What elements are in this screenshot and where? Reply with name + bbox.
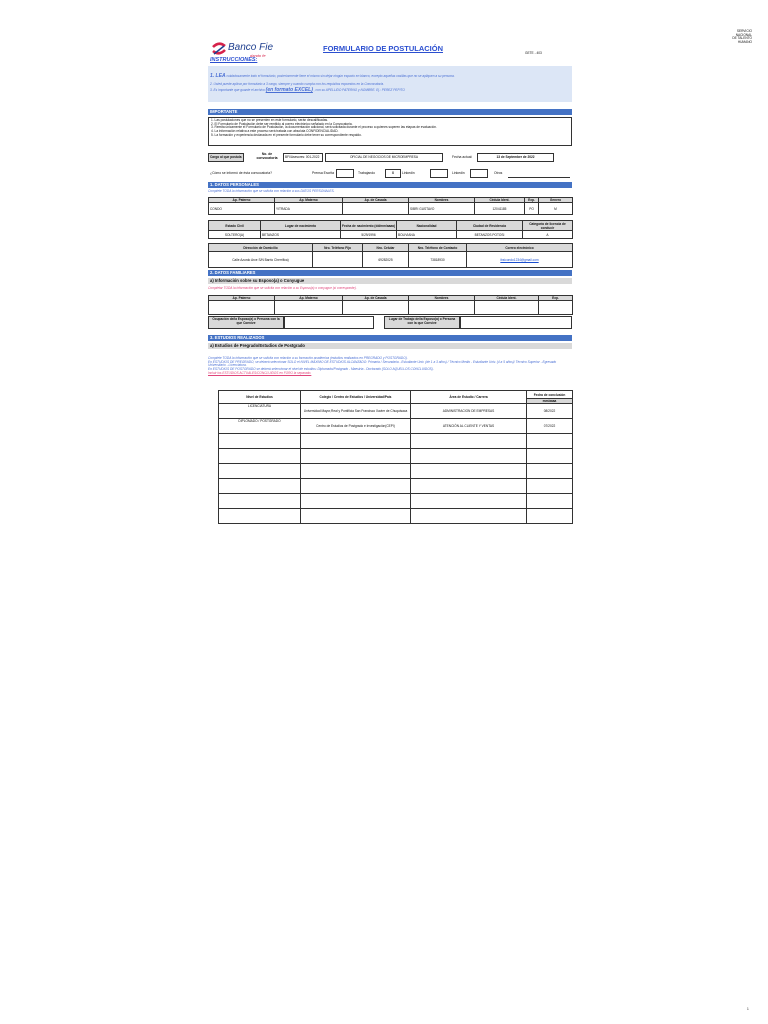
fecha-cell[interactable] bbox=[527, 509, 573, 524]
convocatoria-input[interactable]: BFI/Asesores: 001-2022 bbox=[283, 153, 323, 162]
instructions-format: (en formato EXCEL) bbox=[265, 87, 313, 93]
section-1-note: Complete TODA la información que se solicita con relación a sus DATOS PERSONALES. bbox=[208, 189, 335, 193]
otros-label: Otros bbox=[494, 171, 503, 175]
col-header: Nivel de Estudios bbox=[219, 391, 301, 404]
col-header: Fecha de conclusión bbox=[527, 391, 573, 399]
ci-cell[interactable]: 12041185 bbox=[475, 203, 525, 215]
section-2-sub: a) Información sobre su Esposo(a) o Conyugue bbox=[208, 278, 572, 284]
otros-input[interactable] bbox=[508, 177, 570, 178]
section-1-bar: 1. DATOS PERSONALES bbox=[208, 182, 572, 188]
centro-cell[interactable] bbox=[301, 479, 411, 494]
col-header: Fecha de nacimiento (dd/mm/aaaa) bbox=[341, 221, 397, 231]
col-header: Colegio / Centro de Estudios / Universidad/País bbox=[301, 391, 411, 404]
referral-label: ¿Cómo se informó de ésta convocatoria? bbox=[210, 171, 273, 175]
linkedin-checkbox[interactable] bbox=[430, 169, 448, 178]
instructions-panel bbox=[208, 66, 572, 102]
area-cell[interactable] bbox=[411, 464, 527, 479]
col-header: Nombres bbox=[409, 296, 475, 301]
important-box bbox=[208, 117, 572, 146]
personal-table-2 bbox=[208, 220, 573, 239]
note-line: En ESTUDIOS DE PREGRADO, se deberá seleccionar SOLO el NIVEL MÁXIMO DE ESTUDIOS ALCANZADO: Primaria / Secundaria - Estudiante Univ. (de 1 a 3 años) / Técnico Medio - Estudiante Univ. (4 a 5 años)/ Técnico Superior - Egresado Universitario - Licenciatura. bbox=[208, 359, 557, 368]
col-header: Ap. de Casada bbox=[343, 198, 409, 203]
centro-cell[interactable] bbox=[301, 449, 411, 464]
lugar-trabajo-input[interactable] bbox=[460, 316, 572, 329]
spouse-cell[interactable] bbox=[409, 301, 475, 315]
col-header: Área de Estudio / Carrera bbox=[411, 391, 527, 404]
col-header: Ap. de Casada bbox=[343, 296, 409, 301]
nivel-cell[interactable] bbox=[219, 479, 301, 494]
col-header: Genero bbox=[539, 198, 573, 203]
section-3-bar: 3. ESTUDIOS REALIZADOS bbox=[208, 335, 572, 341]
spouse-cell[interactable] bbox=[539, 301, 573, 315]
nombres-cell[interactable]: SIBRI GUSTAVO bbox=[409, 203, 475, 215]
col-header: Nacionalidad bbox=[397, 221, 457, 231]
important-item: 2. El Formulario de Postulación debe ser remitido al correo electrónico señalado en la Convocatoria. bbox=[211, 121, 353, 126]
instructions-line-2: 2. Usted puede aplicar por formulario a 3 cargo, siempre y cuando cumpla con los requisitos expuestos en la Convocatoria. bbox=[210, 82, 384, 86]
fecha-nacimiento-cell[interactable]: 5/29/1996 bbox=[341, 231, 397, 239]
nivel-cell[interactable] bbox=[219, 509, 301, 524]
cargo-label: Cargo al que postula bbox=[208, 153, 244, 162]
fecha-input[interactable]: 13 de September de 2022 bbox=[477, 153, 554, 162]
nivel-cell[interactable] bbox=[219, 464, 301, 479]
fecha-cell[interactable] bbox=[527, 479, 573, 494]
spouse-cell[interactable] bbox=[343, 301, 409, 315]
ap-paterno-cell[interactable]: CONDO bbox=[209, 203, 275, 215]
celular-cell[interactable]: 69282025 bbox=[363, 252, 409, 268]
centro-cell[interactable]: Centro de Estudios de Postgrado e Investigación(CEPI) bbox=[301, 419, 411, 434]
nivel-cell[interactable]: DIPLOMADO / POSTGRADO bbox=[219, 419, 301, 434]
corner-line-2: DE TALENTO HUMANO bbox=[732, 36, 752, 45]
instructions-heading: INSTRUCCIONES: bbox=[210, 57, 258, 63]
prensa-checkbox[interactable] bbox=[336, 169, 354, 178]
telefono-contacto-cell[interactable]: 73818930 bbox=[409, 252, 467, 268]
col-header: Categoría de licencia de conducir bbox=[523, 221, 573, 231]
instructions-line-3c: , con su APELLIDO PATERNO y NOMBRE. Ej.: PEREZ PEPITO bbox=[313, 88, 405, 92]
centro-cell[interactable]: Universidad Mayor,Real y Pontificia San Francisco Xavier de Chuquisaca bbox=[301, 404, 411, 419]
page-title: FORMULARIO DE POSTULACIÓN bbox=[323, 44, 443, 53]
fecha-cell[interactable] bbox=[527, 464, 573, 479]
area-cell[interactable] bbox=[411, 434, 527, 449]
area-cell[interactable] bbox=[411, 494, 527, 509]
nivel-cell[interactable] bbox=[219, 449, 301, 464]
col-header: Ap. Paterno bbox=[209, 296, 275, 301]
important-item: 3. Remita únicamente el Formulario de Postulación, la documentación adicional, será solicitada durante el proceso a quienes superen las etapas de evaluación. bbox=[211, 125, 437, 130]
centro-cell[interactable] bbox=[301, 464, 411, 479]
important-item: 4. La información relativa a este proceso será tratada con absoluta CONFIDENCIALIDAD. bbox=[211, 129, 339, 134]
area-cell[interactable] bbox=[411, 449, 527, 464]
important-item: 1. Las postulaciones que no se presenten en este formulario, serán descalificadas. bbox=[211, 118, 328, 122]
linkedin-label: Linkedin bbox=[402, 171, 415, 175]
col-header: Cédula Ident. bbox=[475, 296, 539, 301]
col-header: Nombres bbox=[409, 198, 475, 203]
corner-org bbox=[730, 30, 752, 45]
instructions-lead: 1. LEA bbox=[210, 73, 226, 79]
section-2-note: Completar TODA la información que se solicita con relación a su Esposo(a) o conyugue (si corresponde). bbox=[208, 286, 357, 290]
centro-cell[interactable] bbox=[301, 434, 411, 449]
important-bar: IMPORTANTE bbox=[208, 109, 572, 115]
area-cell[interactable]: ATENCIÓN AL CLIENTE Y VENTAS bbox=[411, 419, 527, 434]
col-header: Cédula Ident. bbox=[475, 198, 525, 203]
col-header: Lugar de nacimiento bbox=[261, 221, 341, 231]
ciudad-residencia-cell[interactable]: BETANZOS POTOSI bbox=[457, 231, 523, 239]
corner-line-1: SERVICIO NACIONAL bbox=[735, 29, 752, 37]
col-header: Dirección de Domicilio bbox=[209, 244, 313, 252]
spouse-cell[interactable] bbox=[275, 301, 343, 315]
cargo-input[interactable]: OFICIAL DE NEGOCIOS DE MICROEMPRESA bbox=[325, 153, 443, 162]
instructions-line-3a: 3. Es importante que guarde el archivo bbox=[210, 88, 265, 92]
fecha-label: Fecha actual: bbox=[452, 155, 473, 159]
col-header: Ap. Materno bbox=[275, 198, 343, 203]
fecha-cell[interactable] bbox=[527, 434, 573, 449]
centro-cell[interactable] bbox=[301, 494, 411, 509]
note-line: En ESTUDIOS DE POSTGRADO se deberá seleccionar el nivel de estudios: Diplomado/Postgrado - Maestría - Doctorado (SOLO AQUELLOS CONCLUIDOS). bbox=[208, 367, 434, 372]
studies-table bbox=[218, 390, 573, 524]
nivel-cell[interactable]: LICENCIATURA bbox=[219, 404, 301, 419]
ocupacion-label: Ocupación de/la Esposo(a) o Persona con la que Convive bbox=[208, 316, 284, 329]
linkedin-checkbox-2[interactable] bbox=[470, 169, 488, 178]
note-line: Incluir los ESTUDIOS ACTUALES/CONCLUIDOS en FORO la separado. bbox=[208, 370, 312, 375]
spouse-cell[interactable] bbox=[475, 301, 539, 315]
instructions-line-1: cuidadosamente todo el formulario, posteriormente llene el mismo sin dejar ningún espacio en blanco, excepto aquellas casillas que no se apliquen a su persona. bbox=[226, 74, 455, 78]
note-line: Complete TODA la información que se solicita con relación a su formación académica (estudios realizados en PREGRADO y POSTGRADO). bbox=[208, 356, 408, 360]
domicilio-cell[interactable]: Calle Azurdo Arce S/N Barrio Cherrifica) bbox=[209, 252, 313, 268]
section-3-notes bbox=[208, 357, 572, 375]
nivel-cell[interactable] bbox=[219, 494, 301, 509]
linkedin-label-2: Linkedin bbox=[452, 171, 465, 175]
col-header: Exp. bbox=[525, 198, 539, 203]
nacionalidad-cell[interactable]: BOLIVIANA bbox=[397, 231, 457, 239]
licencia-cell[interactable]: A bbox=[523, 231, 573, 239]
fecha-cell[interactable]: 07/2022 bbox=[527, 419, 573, 434]
important-item: 5. La formación y experiencia declarada en el presente formulario debe tener su correspondiente respaldo. bbox=[211, 132, 362, 137]
email-cell[interactable] bbox=[467, 252, 573, 268]
col-header: Ap. Materno bbox=[275, 296, 343, 301]
trabajando-checkbox[interactable]: X bbox=[385, 169, 401, 178]
col-header: Nro. Teléfono de Contacto bbox=[409, 244, 467, 252]
personal-table-3 bbox=[208, 243, 573, 268]
lugar-nacimiento-cell[interactable]: BETANZOS bbox=[261, 231, 341, 239]
nivel-cell[interactable] bbox=[219, 434, 301, 449]
ap-materno-cell[interactable]: YITRADA bbox=[275, 203, 343, 215]
area-cell[interactable] bbox=[411, 479, 527, 494]
section-3-sub: a) Estudios de Pregrado/Estudios de Postgrado bbox=[208, 343, 572, 349]
genero-cell[interactable]: M bbox=[539, 203, 573, 215]
estado-civil-cell[interactable]: SOLTERO(A) bbox=[209, 231, 261, 239]
trabajando-label: Trabajando bbox=[358, 171, 376, 175]
col-header: Estado Civil bbox=[209, 221, 261, 231]
telefono-fijo-cell[interactable] bbox=[313, 252, 363, 268]
logo-brand: Banco Fie bbox=[228, 42, 274, 53]
ocupacion-input[interactable] bbox=[284, 316, 374, 329]
col-header: Nro. Celular bbox=[363, 244, 409, 252]
logo-sub: dando fe bbox=[250, 53, 266, 58]
page-number: 1 bbox=[747, 1007, 749, 1011]
area-cell[interactable] bbox=[411, 509, 527, 524]
email-link[interactable]: ibsicondo1234@gmail.com bbox=[500, 257, 539, 262]
spouse-table bbox=[208, 295, 573, 315]
lugar-trabajo-label: Lugar de Trabajo de/la Esposo(a) o Persona con la que Convive bbox=[384, 316, 460, 329]
area-cell[interactable]: ADMINISTRACION DE EMPRESAS bbox=[411, 404, 527, 419]
spouse-cell[interactable] bbox=[209, 301, 275, 315]
prensa-label: Prensa Escrita bbox=[312, 171, 335, 175]
col-header: Nro. Teléfono Fijo bbox=[313, 244, 363, 252]
col-header: Correo electrónico bbox=[467, 244, 573, 252]
fecha-cell[interactable]: 08/2022 bbox=[527, 404, 573, 419]
col-header: Ap. Paterno bbox=[209, 198, 275, 203]
col-header: Ciudad de Residencia bbox=[457, 221, 523, 231]
form-code: GETE - 403 bbox=[525, 51, 542, 55]
col-header: Exp. bbox=[539, 296, 573, 301]
fecha-cell[interactable] bbox=[527, 449, 573, 464]
personal-table-1 bbox=[208, 197, 573, 215]
fecha-cell[interactable] bbox=[527, 494, 573, 509]
convocatoria-label: No. de convocatoria bbox=[256, 152, 278, 160]
ap-casada-cell[interactable] bbox=[343, 203, 409, 215]
section-2-bar: 2. DATOS FAMILIARES bbox=[208, 270, 572, 276]
exp-cell[interactable]: PO bbox=[525, 203, 539, 215]
col-subheader: mm/aaaa bbox=[527, 399, 573, 404]
centro-cell[interactable] bbox=[301, 509, 411, 524]
